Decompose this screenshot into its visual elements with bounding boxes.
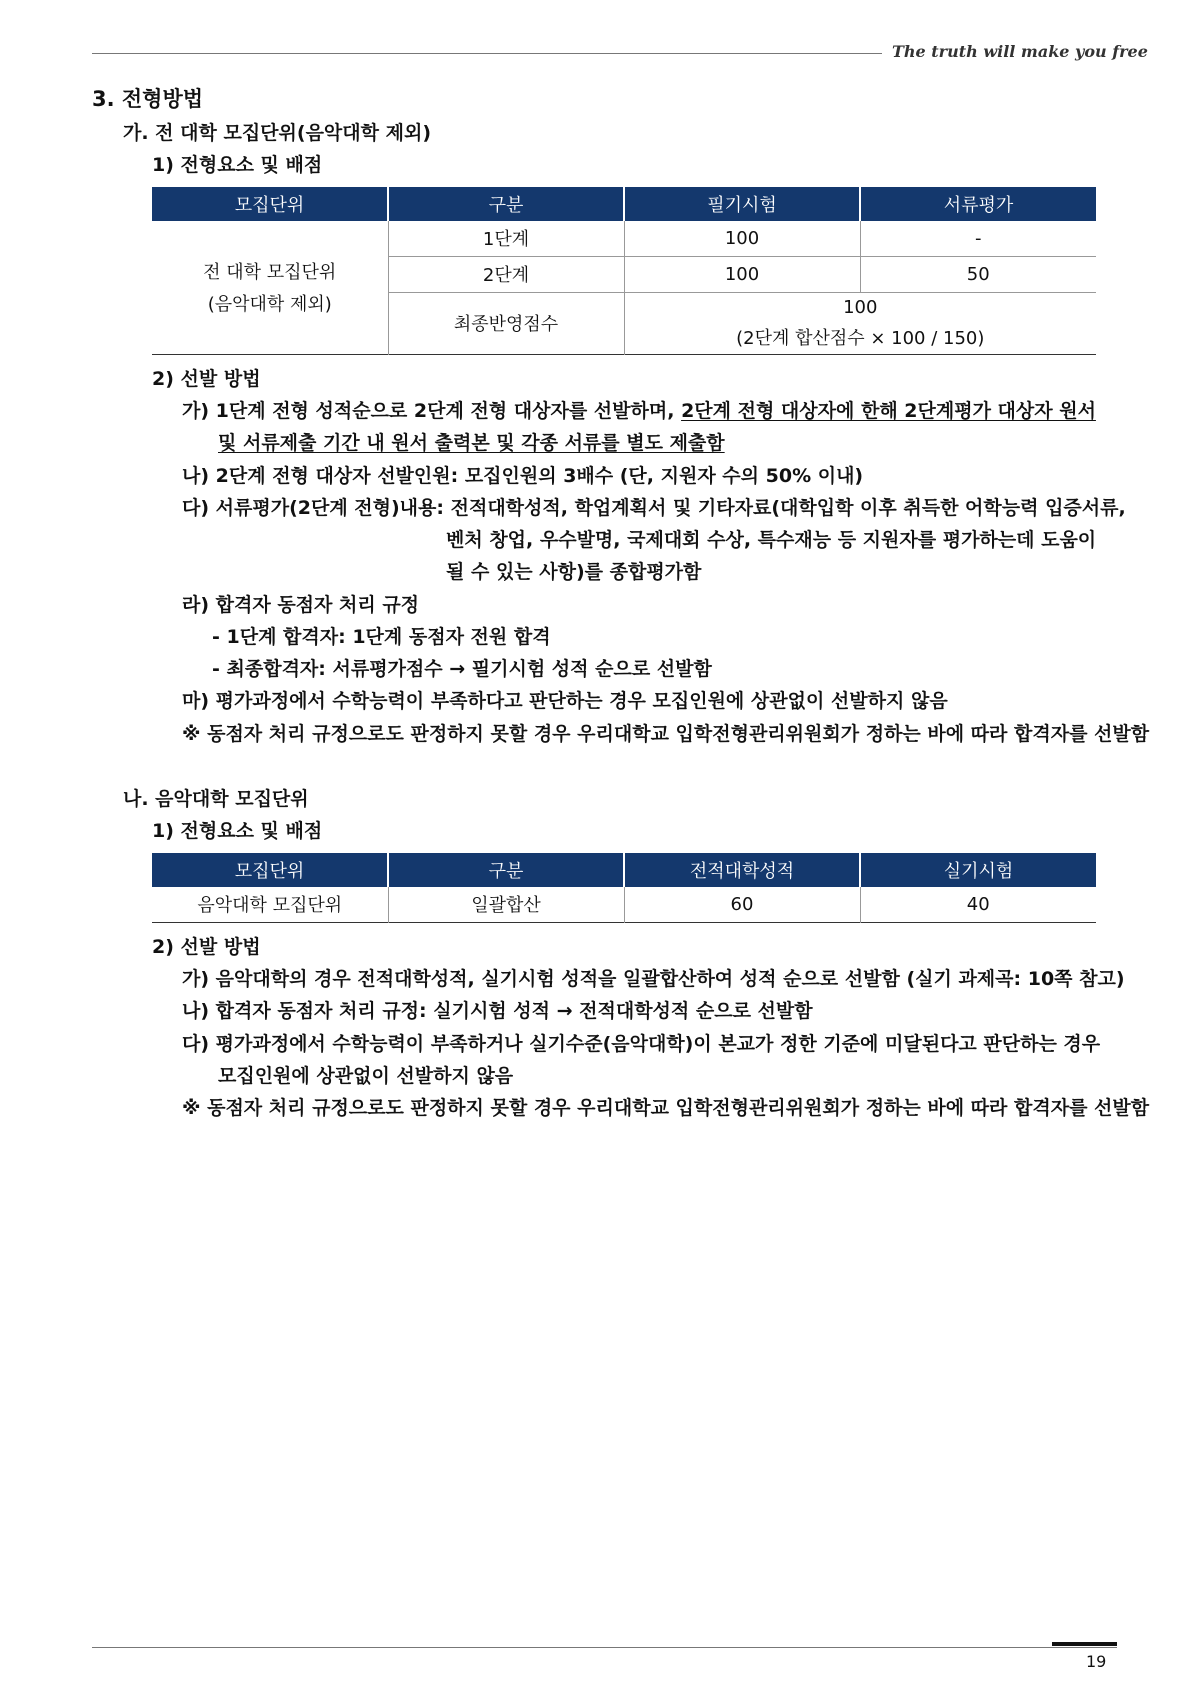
header-motto: The truth will make you free [892, 42, 1148, 61]
table-cell-written: 100 [624, 221, 860, 256]
unit-line-1: 전 대학 모집단위 [203, 262, 337, 284]
table-cell-label: 1단계 [388, 221, 624, 256]
part-a-ga-line1 [182, 399, 1096, 423]
table-header-practical: 실기시험 [860, 853, 1096, 887]
part-b-sub2: 2) 선발 방법 [152, 936, 261, 958]
part-a-sub1: 1) 전형요소 및 배점 [152, 154, 323, 176]
part-a-ra-item1: - 1단계 합격자: 1단계 동점자 전원 합격 [212, 626, 551, 648]
table-cell-label: 일괄합산 [388, 887, 624, 922]
table-cell-written: 100 [624, 256, 860, 292]
table-header-grades: 전적대학성적 [624, 853, 860, 887]
table-header-docs: 서류평가 [860, 187, 1096, 221]
table-cell-docs: - [975, 227, 982, 249]
final-formula: (2단계 합산점수 × 100 / 150) [736, 327, 985, 349]
table-cell-final-value [624, 292, 1096, 354]
page-number: 19 [1086, 1652, 1107, 1671]
table-row [152, 221, 1096, 256]
table-header-written: 필기시험 [624, 187, 860, 221]
part-b-da-line2: 모집인원에 상관없이 선발하지 않음 [218, 1065, 514, 1087]
table-header-unit: 모집단위 [152, 853, 388, 887]
header-rule [92, 53, 882, 54]
part-a-title: 가. 전 대학 모집단위(음악대학 제외) [123, 122, 432, 144]
table-row [152, 887, 1096, 922]
table-cell-final-label: 최종반영점수 [388, 292, 624, 354]
table-header-unit: 모집단위 [152, 187, 388, 221]
part-a-ra-item2: - 최종합격자: 서류평가점수 → 필기시험 성적 순으로 선발함 [212, 658, 712, 680]
table-cell-practical: 40 [966, 893, 990, 915]
table-cell-unit [152, 221, 388, 354]
part-a-score-table [152, 187, 1096, 355]
table-cell-grades: 60 [624, 887, 860, 922]
part-b-sub1: 1) 전형요소 및 배점 [152, 820, 323, 842]
footer-accent-bar [1052, 1642, 1117, 1646]
final-value: 100 [843, 296, 878, 318]
part-b-ga: 가) 음악대학의 경우 전적대학성적, 실기시험 성적을 일괄합산하여 성적 순으로 선발함 (실기 과제곡: 10쪽 참고) [182, 968, 1125, 990]
part-a-ra: 라) 합격자 동점자 처리 규정 [182, 594, 420, 616]
table-header-category: 구분 [388, 853, 624, 887]
part-a-ga-line2: 및 서류제출 기간 내 원서 출력본 및 각종 서류를 별도 제출함 [218, 432, 725, 454]
part-a-ga-text: 가) 1단계 전형 성적순으로 2단계 전형 대상자를 선발하며, [182, 400, 682, 422]
table-cell-unit: 음악대학 모집단위 [152, 887, 388, 922]
footer-rule [92, 1647, 1117, 1648]
part-a-note: ※ 동점자 처리 규정으로도 판정하지 못할 경우 우리대학교 입학전형관리위원회가 정하는 바에 따라 합격자를 선발함 [182, 723, 1150, 745]
part-b-score-table [152, 853, 1096, 923]
part-a-da-line2: 벤처 창업, 우수발명, 국제대회 수상, 특수재능 등 지원자를 평가하는데 도움이 [446, 529, 1097, 551]
table-cell-docs: 50 [860, 256, 1096, 292]
table-header-category: 구분 [388, 187, 624, 221]
part-a-na: 나) 2단계 전형 대상자 선발인원: 모집인원의 3배수 (단, 지원자 수의 50% 이내) [182, 465, 864, 487]
table-cell-label: 2단계 [388, 256, 624, 292]
unit-line-2: (음악대학 제외) [207, 294, 332, 316]
part-a-ma: 마) 평가과정에서 수학능력이 부족하다고 판단하는 경우 모집인원에 상관없이 선발하지 않음 [182, 690, 948, 712]
section-title: 3. 전형방법 [92, 87, 204, 111]
part-b-da-line1: 다) 평가과정에서 수학능력이 부족하거나 실기수준(음악대학)이 본교가 정한 기준에 미달된다고 판단하는 경우 [182, 1033, 1101, 1055]
part-a-da-line3: 될 수 있는 사항)를 종합평가함 [446, 561, 702, 583]
part-b-na: 나) 합격자 동점자 처리 규정: 실기시험 성적 → 전적대학성적 순으로 선발함 [182, 1000, 813, 1022]
part-a-da-line1: 다) 서류평가(2단계 전형)내용: 전적대학성적, 학업계획서 및 기타자료(대학입학 이후 취득한 어학능력 입증서류, [182, 497, 1126, 519]
part-b-title: 나. 음악대학 모집단위 [123, 788, 309, 810]
part-a-ga-underlined: 2단계 전형 대상자에 한해 2단계평가 대상자 원서 [681, 400, 1096, 422]
part-b-note: ※ 동점자 처리 규정으로도 판정하지 못할 경우 우리대학교 입학전형관리위원회가 정하는 바에 따라 합격자를 선발함 [182, 1097, 1150, 1119]
part-a-sub2: 2) 선발 방법 [152, 368, 261, 390]
